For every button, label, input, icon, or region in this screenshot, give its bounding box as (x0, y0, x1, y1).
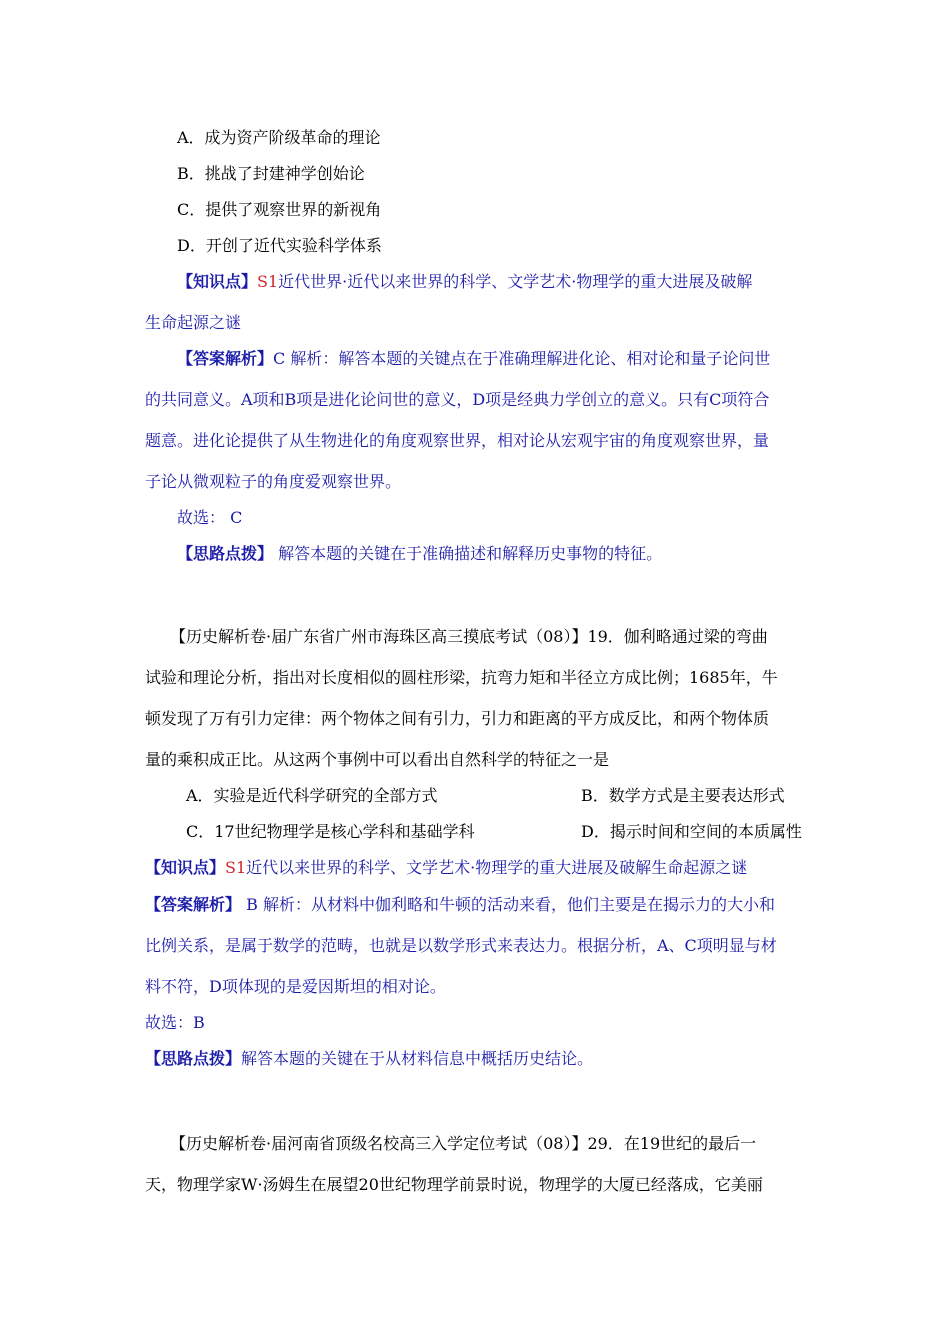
answer-analysis-tag: 【答案解析】 (145, 895, 242, 914)
q1-knowledge-point (177, 272, 752, 292)
q2-choice: 故选：B (145, 1013, 205, 1032)
q2-stem-line-3: 顿发现了万有引力定律：两个物体之间有引力，引力和距离的平方成反比，和两个物体质 (145, 709, 770, 728)
q3-stem-line-1: 【历史解析卷·届河南省顶级名校高三入学定位考试（08）】29．在19世纪的最后一 (170, 1134, 757, 1153)
q2-stem-line-2: 试验和理论分析，指出对长度相似的圆柱形梁，抗弯力矩和半径立方成比例；1685年，牛 (145, 668, 778, 687)
knowledge-code: S1 (257, 272, 279, 291)
q1-answer-analysis (177, 349, 770, 369)
answer-text: B 解析：从材料中伽利略和牛顿的活动来看，他们主要是在揭示力的大小和 (241, 895, 775, 914)
q1-choice: 故选： C (177, 508, 243, 527)
option-a: A．成为资产阶级革命的理论 (177, 128, 381, 147)
q2-option-c: C．17世纪物理学是核心学科和基础学科 (186, 822, 475, 841)
q2-tip (145, 1049, 593, 1069)
q3-stem-line-2: 天，物理学家W·汤姆生在展望20世纪物理学前景时说，物理学的大厦已经落成，它美丽 (145, 1175, 763, 1194)
q2-answer-line-2: 比例关系，是属于数学的范畴，也就是以数学形式来表达力。根据分析，A、C项明显与材 (145, 936, 777, 955)
tip-text: 解答本题的关键在于准确描述和解释历史事物的特征。 (273, 544, 663, 563)
q2-answer-analysis (145, 895, 775, 915)
tip-tag: 【思路点拨】 (145, 1049, 242, 1068)
knowledge-code: S1 (225, 858, 247, 877)
q1-answer-line-2: 的共同意义。A项和B项是进化论问世的意义，D项是经典力学创立的意义。只有C项符合 (145, 390, 770, 409)
q2-knowledge-point (145, 858, 747, 878)
knowledge-text: 近代世界·近代以来世界的科学、文学艺术·物理学的重大进展及破解 (278, 272, 753, 291)
q2-option-b: B．数学方式是主要表达形式 (581, 786, 785, 805)
q2-stem-line-4: 量的乘积成正比。从这两个事例中可以看出自然科学的特征之一是 (145, 750, 610, 769)
knowledge-text: 近代以来世界的科学、文学艺术·物理学的重大进展及破解生命起源之谜 (246, 858, 748, 877)
q1-answer-line-3: 题意。进化论提供了从生物进化的角度观察世界，相对论从宏观宇宙的角度观察世界，量 (145, 431, 770, 450)
answer-text: C 解析：解答本题的关键点在于准确理解进化论、相对论和量子论问世 (273, 349, 771, 368)
option-d: D．开创了近代实验科学体系 (177, 236, 382, 255)
q1-knowledge-text-cont: 生命起源之谜 (145, 313, 242, 332)
knowledge-point-tag: 【知识点】 (177, 272, 258, 291)
q1-answer-line-4: 子论从微观粒子的角度爱观察世界。 (145, 472, 402, 491)
tip-text: 解答本题的关键在于从材料信息中概括历史结论。 (241, 1049, 594, 1068)
option-c: C．提供了观察世界的新视角 (177, 200, 382, 219)
q1-tip (177, 544, 662, 564)
knowledge-point-tag: 【知识点】 (145, 858, 226, 877)
q2-option-a: A．实验是近代科学研究的全部方式 (186, 786, 438, 805)
q2-option-d: D．揭示时间和空间的本质属性 (581, 822, 802, 841)
option-b: B．挑战了封建神学创始论 (177, 164, 365, 183)
answer-analysis-tag: 【答案解析】 (177, 349, 274, 368)
q2-answer-line-3: 料不符，D项体现的是爱因斯坦的相对论。 (145, 977, 446, 996)
q2-stem-line-1: 【历史解析卷·届广东省广州市海珠区高三摸底考试（08）】19．伽利略通过梁的弯曲 (170, 627, 768, 646)
tip-tag: 【思路点拨】 (177, 544, 274, 563)
